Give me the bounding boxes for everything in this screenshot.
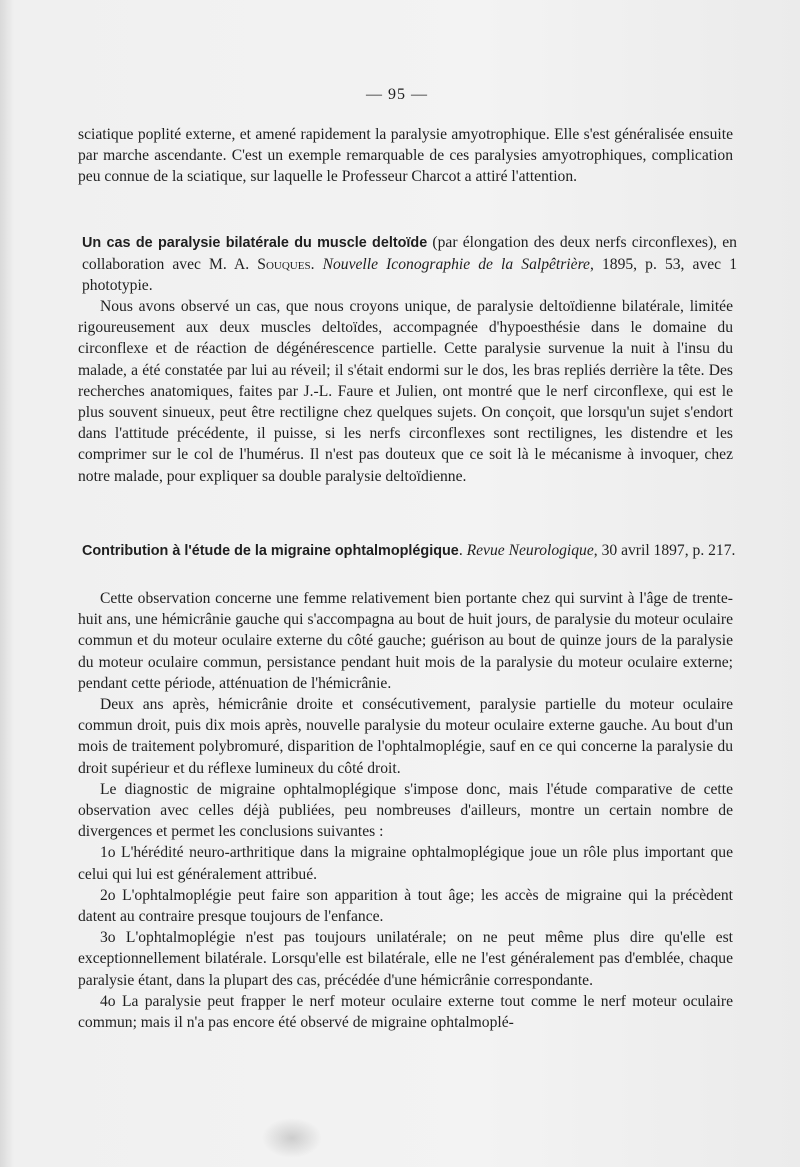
entry-journal: Revue Neurologique	[466, 542, 594, 559]
entry-coauthor: Souques	[257, 256, 311, 274]
entry-reference-tail: , 30 avril 1897, p. 217.	[593, 542, 736, 559]
page-number: — 95 —	[366, 86, 428, 103]
paragraph: Le diagnostic de migraine ophtalmoplégique s'impose donc, mais l'étude comparative de cette observation avec celles déjà publiées, peu nombreuses d'ailleurs, montre un certain nombre de divergences et permet les conclusions suivantes :	[78, 780, 733, 841]
migraine-summary	[78, 588, 733, 1033]
paragraph-intro: sciatique poplité externe, et amené rapidement la paralysie amyotrophique. Elle s'est généralisée ensuite par marche ascendante. C'est un exemple remarquable de ces paralysies amyotrophiques, complication peu connue de la sciatique, sur laquelle le Professeur Charcot a attiré l'attention.	[78, 126, 733, 186]
entry-reference-tail: , 1895, p. 53, avec 1 phototypie.	[82, 256, 737, 295]
entry-reference: (par élongation des deux nerfs circonflexes), en collaboration avec M. A.	[82, 234, 737, 274]
conclusion-item: 3o L'ophtalmoplégie n'est pas toujours unilatérale; on ne peut même plus dire qu'elle est exceptionnellement bilatérale. Lorsqu'elle est bilatérale, elle ne l'est généralement pas d'emblée, chaque paralysie étant, dans la plupart des cas, précédée d'une hémicrânie correspondante.	[78, 929, 733, 989]
entry-reference: .	[458, 542, 467, 559]
entry-title: Contribution à l'étude de la migraine ophtalmoplégique	[82, 543, 459, 559]
conclusion-item: 1o L'hérédité neuro-arthritique dans la migraine ophtalmoplégique joue un rôle plus important que celui qui lui est généralement attribué.	[78, 844, 733, 883]
conclusion-item: 2o L'ophtalmoplégie peut faire son apparition à tout âge; les accès de migraine qui la précèdent datent au contraire presque toujours de l'enfance.	[78, 886, 733, 926]
conclusion-item: 4o La paralysie peut frapper le nerf moteur oculaire externe tout comme le nerf moteur oculaire commun; mais il n'a pas encore été observé de migraine ophtalmoplé-	[78, 992, 733, 1032]
entry-reference-sep: .	[310, 256, 323, 274]
paragraph-deltoid-summary: Nous avons observé un cas, que nous croyons unique, de paralysie deltoïdienne bilatérale, limitée rigoureusement aux deux muscles deltoïdes, accompagnée d'hypoesthésie dans le domaine du circonflexe et de réaction de dégénérescence partielle. Cette paralysie survenue la nuit à l'insu du malade, a été constatée par lui au réveil; il s'était endormi sur le dos, les bras repliés derrière la tête. Des recherches anatomiques, faites par J.-L. Faure et Julien, ont montré que le nerf circonflexe, qui est le plus souvent sinueux, peut être rectiligne chez quelques sujets. On conçoit, que lorsqu'un sujet s'endort dans l'attitude précédente, il puisse, si les nerfs circonflexes sont rectilignes, les distendre et les comprimer sur le col de l'humérus. Il n'est pas douteux que ce soit là le mécanisme à invoquer, chez notre malade, pour expliquer sa double paralysie deltoïdienne.	[78, 298, 733, 485]
entry-title: Un cas de paralysie bilatérale du muscle deltoïde	[82, 235, 428, 251]
paragraph: Deux ans après, hémicrânie droite et consécutivement, paralysie partielle du moteur oculaire commun droit, puis dix mois après, nouvelle paralysie du moteur oculaire externe gauche. Au bout d'un mois de traitement polybromuré, disparition de l'ophtalmoplégie, sauf en ce qui concerne la paralysie du droit supérieur et du réflexe lumineux du côté droit.	[78, 696, 733, 777]
scan-smudge	[262, 1118, 322, 1158]
entry-journal: Nouvelle Iconographie de la Salpêtrière	[322, 256, 590, 274]
bibliography-entry-1	[78, 232, 737, 297]
bibliography-entry-2	[78, 540, 737, 562]
paragraph: Cette observation concerne une femme relativement bien portante chez qui survint à l'âge de trente-huit ans, une hémicrânie gauche qui s'accompagna au bout de huit jours, de paralysie du moteur oculaire commun et du moteur oculaire externe du côté gauche; guérison au bout de quinze jours de la paralysie du moteur oculaire commun, persistance pendant huit mois de la paralysie du moteur oculaire externe; pendant cette période, atténuation de l'hémicrânie.	[78, 590, 733, 692]
